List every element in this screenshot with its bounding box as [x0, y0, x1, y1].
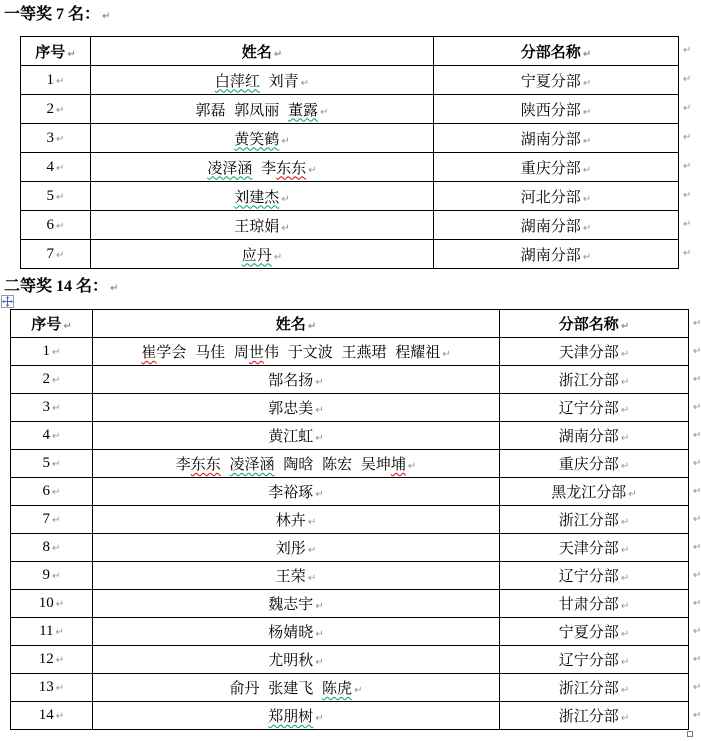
- end-of-row-mark: ↵: [693, 373, 701, 385]
- column-header[interactable]: 姓名 ↵: [93, 310, 500, 338]
- end-of-cell-mark: ↵: [315, 433, 324, 444]
- end-of-cell-mark: ↵: [582, 48, 592, 60]
- end-of-cell-mark: ↵: [582, 251, 592, 263]
- end-of-cell-mark: ↵: [620, 685, 630, 696]
- cell-names[interactable]: [93, 674, 500, 702]
- end-of-cell-mark: ↵: [315, 713, 324, 724]
- end-of-cell-mark: ↵: [307, 545, 317, 556]
- cell-seq[interactable]: 4 ↵: [21, 153, 91, 182]
- end-of-cell-mark: ↵: [620, 461, 630, 472]
- cell-names[interactable]: [93, 422, 500, 450]
- cell-names[interactable]: [93, 646, 500, 674]
- end-of-cell-mark: ↵: [582, 106, 592, 118]
- end-of-cell-mark: ↵: [56, 75, 65, 87]
- end-of-row-mark: ↵: [693, 457, 701, 469]
- first-prize-table-block: [20, 36, 692, 269]
- end-of-cell-mark: ↵: [620, 517, 630, 528]
- end-of-cell-mark: ↵: [56, 249, 65, 261]
- end-of-row-mark: ↵: [693, 681, 701, 693]
- cell-branch[interactable]: 重庆分部 ↵: [500, 450, 689, 478]
- prize-heading-first[interactable]: [4, 4, 692, 28]
- end-of-cell-mark: ↵: [56, 220, 65, 232]
- cell-names[interactable]: [91, 182, 434, 211]
- end-of-cell-mark: ↵: [52, 459, 61, 470]
- column-header[interactable]: 序号 ↵: [21, 37, 91, 66]
- person-name: 王琼娟: [234, 218, 280, 235]
- heading-count: 14: [56, 278, 73, 295]
- person-name: 郑朋树: [268, 709, 314, 725]
- person-name: 杨婧晓: [268, 625, 314, 641]
- cell-seq[interactable]: 3 ↵: [11, 394, 93, 422]
- end-of-row-mark: ↵: [693, 653, 701, 665]
- cell-seq[interactable]: 13 ↵: [11, 674, 93, 702]
- end-of-cell-mark: ↵: [56, 104, 65, 116]
- cell-branch[interactable]: 湖南分部 ↵: [434, 240, 679, 269]
- end-of-cell-mark: ↵: [55, 711, 65, 722]
- second-prize-table-block: [10, 309, 701, 730]
- end-of-row-mark: ↵: [693, 709, 701, 721]
- cell-seq[interactable]: 7 ↵: [21, 240, 91, 269]
- paragraph-mark: ↵: [110, 283, 119, 294]
- end-of-cell-mark: ↵: [55, 599, 65, 610]
- end-of-row-mark: ↵: [693, 401, 701, 413]
- table-row: [11, 450, 689, 478]
- table-row: [21, 211, 679, 240]
- end-of-row-mark: ↵: [693, 541, 701, 553]
- end-of-cell-mark: ↵: [55, 627, 64, 638]
- cell-seq[interactable]: 2 ↵: [21, 95, 91, 124]
- end-of-cell-mark: ↵: [56, 191, 65, 203]
- cell-seq[interactable]: 6 ↵: [11, 478, 93, 506]
- cell-names[interactable]: [93, 450, 500, 478]
- cell-seq[interactable]: 1 ↵: [21, 66, 91, 95]
- person-name: 黄江虹: [268, 429, 314, 445]
- end-of-cell-mark: ↵: [300, 77, 310, 89]
- table-row: [21, 124, 679, 153]
- end-of-cell-mark: ↵: [281, 222, 290, 234]
- cell-names[interactable]: [93, 338, 500, 366]
- end-of-cell-mark: ↵: [281, 135, 290, 147]
- prize-heading-second[interactable]: [4, 276, 692, 300]
- end-of-cell-mark: ↵: [582, 77, 592, 89]
- cell-names[interactable]: [91, 66, 434, 95]
- person-name: [221, 457, 230, 473]
- end-of-cell-mark: ↵: [315, 377, 324, 388]
- person-name: 世: [248, 345, 264, 361]
- end-of-row-mark: ↵: [683, 132, 692, 143]
- cell-names[interactable]: [93, 618, 500, 646]
- table-move-handle[interactable]: [1, 295, 14, 308]
- cell-branch[interactable]: 浙江分部 ↵: [500, 506, 689, 534]
- table-row: [11, 366, 689, 394]
- heading-suffix: 名：: [76, 278, 109, 295]
- cell-names[interactable]: [91, 240, 434, 269]
- end-of-cell-mark: ↵: [315, 657, 324, 668]
- person-name: 应丹: [241, 247, 272, 264]
- cell-seq[interactable]: 5 ↵: [21, 182, 91, 211]
- end-of-cell-mark: ↵: [620, 433, 630, 444]
- cell-branch[interactable]: 陕西分部 ↵: [434, 95, 679, 124]
- end-of-cell-mark: ↵: [308, 164, 317, 176]
- cell-seq[interactable]: 11 ↵: [11, 618, 93, 646]
- table-1-wrap: [20, 36, 692, 269]
- table-row: [11, 422, 689, 450]
- end-of-cell-mark: ↵: [52, 543, 61, 554]
- end-of-cell-mark: ↵: [52, 571, 61, 582]
- end-of-cell-mark: ↵: [307, 573, 317, 584]
- person-name: 李: [252, 160, 277, 177]
- person-name: 李: [175, 457, 191, 473]
- end-of-cell-mark: ↵: [620, 377, 630, 388]
- end-of-cell-mark: ↵: [307, 517, 317, 528]
- table-header-row: [11, 310, 689, 338]
- person-name: 董露: [288, 102, 319, 119]
- end-of-cell-mark: ↵: [273, 251, 283, 263]
- end-of-cell-mark: ↵: [315, 601, 324, 612]
- cell-branch[interactable]: 甘肃分部 ↵: [500, 590, 689, 618]
- cell-branch[interactable]: 重庆分部 ↵: [434, 153, 679, 182]
- cell-seq[interactable]: 2 ↵: [11, 366, 93, 394]
- table-row: [21, 153, 679, 182]
- end-of-cell-mark: ↵: [582, 164, 592, 176]
- end-of-row-mark: ↵: [683, 45, 692, 56]
- end-of-cell-mark: ↵: [52, 375, 61, 386]
- cell-seq[interactable]: 1 ↵: [11, 338, 93, 366]
- person-name: 李裕琢: [268, 485, 314, 501]
- end-of-cell-mark: ↵: [315, 405, 324, 416]
- table-row: [11, 646, 689, 674]
- cell-branch[interactable]: 浙江分部 ↵: [500, 702, 689, 730]
- cell-seq[interactable]: 5 ↵: [11, 450, 93, 478]
- move-arrows-icon: [2, 296, 13, 307]
- cell-branch[interactable]: 湖南分部 ↵: [434, 211, 679, 240]
- person-name: 刘青: [259, 73, 299, 90]
- end-of-row-mark: ↵: [693, 597, 701, 609]
- end-of-cell-mark: ↵: [52, 431, 61, 442]
- end-of-cell-mark: ↵: [354, 685, 363, 696]
- table-row: [21, 240, 679, 269]
- end-of-cell-mark: ↵: [63, 321, 72, 332]
- end-of-row-mark: ↵: [693, 317, 701, 329]
- end-of-cell-mark: ↵: [620, 321, 630, 332]
- table-row: [11, 674, 689, 702]
- end-of-row-mark: ↵: [693, 485, 701, 497]
- table-row: [21, 182, 679, 211]
- cell-branch[interactable]: 浙江分部 ↵: [500, 674, 689, 702]
- cell-branch[interactable]: 黑龙江分部 ↵: [500, 478, 689, 506]
- end-of-row-mark: ↵: [683, 248, 692, 259]
- cell-names[interactable]: [91, 95, 434, 124]
- cell-names[interactable]: [93, 366, 500, 394]
- cell-seq[interactable]: 8 ↵: [11, 534, 93, 562]
- cell-names[interactable]: [93, 562, 500, 590]
- cell-seq[interactable]: 10 ↵: [11, 590, 93, 618]
- end-of-cell-mark: ↵: [620, 405, 630, 416]
- end-of-cell-mark: ↵: [67, 48, 76, 60]
- cell-names[interactable]: [93, 702, 500, 730]
- table-header-row: [21, 37, 679, 66]
- cell-branch[interactable]: 天津分部 ↵: [500, 534, 689, 562]
- table-row: [11, 506, 689, 534]
- end-of-cell-mark: ↵: [315, 629, 324, 640]
- cell-names[interactable]: [93, 394, 500, 422]
- person-name: 东东: [190, 457, 221, 473]
- end-of-cell-mark: ↵: [55, 683, 65, 694]
- person-name: 凌泽涵: [207, 160, 253, 177]
- cell-seq[interactable]: 7 ↵: [11, 506, 93, 534]
- cell-seq[interactable]: 12 ↵: [11, 646, 93, 674]
- cell-names[interactable]: [93, 478, 500, 506]
- table-row: [11, 590, 689, 618]
- end-of-row-mark: ↵: [693, 513, 701, 525]
- cell-seq[interactable]: 4 ↵: [11, 422, 93, 450]
- end-of-cell-mark: ↵: [56, 133, 65, 145]
- cell-names[interactable]: [91, 211, 434, 240]
- person-name: 伟 于文波 王燕珺 程耀祖: [263, 345, 441, 361]
- end-of-cell-mark: ↵: [52, 403, 61, 414]
- cell-branch[interactable]: 河北分部 ↵: [434, 182, 679, 211]
- cell-names[interactable]: [93, 590, 500, 618]
- cell-branch[interactable]: 宁夏分部 ↵: [434, 66, 679, 95]
- person-name: 埔: [390, 457, 406, 473]
- person-name: 陶晗 陈宏 吴坤: [274, 457, 391, 473]
- cell-branch[interactable]: 辽宁分部 ↵: [500, 646, 689, 674]
- column-header[interactable]: 分部名称 ↵: [500, 310, 689, 338]
- cell-branch[interactable]: 宁夏分部 ↵: [500, 618, 689, 646]
- end-of-cell-mark: ↵: [407, 461, 417, 472]
- person-name: 陈虎: [322, 681, 353, 697]
- end-of-row-mark: ↵: [693, 429, 701, 441]
- cell-names[interactable]: [93, 506, 500, 534]
- person-name: 魏志宇: [268, 597, 314, 613]
- end-of-row-mark: ↵: [683, 190, 692, 201]
- end-of-row-mark: ↵: [683, 74, 692, 85]
- end-of-row-mark: ↵: [683, 219, 692, 230]
- person-name: 俞丹 张建飞: [229, 681, 323, 697]
- person-name: 郭忠美: [268, 401, 314, 417]
- table-row: [21, 66, 679, 95]
- person-name: 尤明秋: [268, 653, 314, 669]
- person-name: 刘建杰: [234, 189, 280, 206]
- end-of-cell-mark: ↵: [582, 135, 592, 147]
- end-of-cell-mark: ↵: [52, 515, 61, 526]
- cell-branch[interactable]: 湖南分部 ↵: [434, 124, 679, 153]
- cell-branch[interactable]: 辽宁分部 ↵: [500, 562, 689, 590]
- person-name: 学会 马佳 周: [156, 345, 249, 361]
- table-row: [11, 562, 689, 590]
- person-name: 东东: [276, 160, 307, 177]
- end-of-row-mark: ↵: [693, 345, 701, 357]
- end-of-cell-mark: ↵: [620, 349, 630, 360]
- cell-seq[interactable]: 14 ↵: [11, 702, 93, 730]
- table-resize-handle[interactable]: [687, 731, 693, 737]
- second-prize-table: [10, 309, 689, 730]
- cell-names[interactable]: [91, 153, 434, 182]
- cell-branch[interactable]: 天津分部 ↵: [500, 338, 689, 366]
- end-of-cell-mark: ↵: [281, 193, 290, 205]
- person-name: 崔: [141, 345, 157, 361]
- end-of-cell-mark: ↵: [620, 629, 630, 640]
- heading-count: 7: [56, 6, 65, 23]
- table-2-wrap: [10, 309, 701, 730]
- person-name: 刘彤: [275, 541, 306, 557]
- table-row: [11, 702, 689, 730]
- end-of-row-mark: ↵: [693, 569, 701, 581]
- end-of-cell-mark: ↵: [620, 545, 630, 556]
- end-of-cell-mark: ↵: [52, 347, 61, 358]
- end-of-cell-mark: ↵: [620, 601, 630, 612]
- cell-names[interactable]: [91, 124, 434, 153]
- table-row: [11, 534, 689, 562]
- person-name: 郜名扬: [268, 373, 314, 389]
- heading-prefix: 一等奖: [4, 6, 53, 23]
- table-row: [11, 478, 689, 506]
- end-of-cell-mark: ↵: [320, 106, 329, 118]
- end-of-cell-mark: ↵: [442, 349, 451, 360]
- heading-prefix: 二等奖: [4, 278, 53, 295]
- person-name: 凌泽涵: [229, 457, 275, 473]
- first-prize-table: [20, 36, 679, 269]
- person-name: 林卉: [275, 513, 306, 529]
- end-of-cell-mark: ↵: [52, 487, 61, 498]
- cell-branch[interactable]: 湖南分部 ↵: [500, 422, 689, 450]
- end-of-cell-mark: ↵: [582, 222, 592, 234]
- end-of-cell-mark: ↵: [620, 713, 630, 724]
- table-row: [21, 95, 679, 124]
- cell-seq[interactable]: 9 ↵: [11, 562, 93, 590]
- row-end-marks: [693, 309, 701, 729]
- end-of-cell-mark: ↵: [307, 321, 317, 332]
- end-of-cell-mark: ↵: [315, 489, 324, 500]
- table-row: [11, 338, 689, 366]
- person-name: 郭磊 郭凤丽: [195, 102, 289, 119]
- heading-suffix: 名：: [68, 6, 101, 23]
- end-of-row-mark: ↵: [683, 161, 692, 172]
- end-of-cell-mark: ↵: [56, 162, 65, 174]
- end-of-cell-mark: ↵: [620, 573, 630, 584]
- table-row: [11, 618, 689, 646]
- person-name: 白萍红: [214, 73, 260, 90]
- end-of-cell-mark: ↵: [582, 193, 592, 205]
- column-header[interactable]: 序号 ↵: [11, 310, 93, 338]
- end-of-cell-mark: ↵: [628, 489, 637, 500]
- end-of-cell-mark: ↵: [55, 655, 65, 666]
- paragraph-mark: ↵: [102, 11, 111, 22]
- column-header[interactable]: 姓名 ↵: [91, 37, 434, 66]
- end-of-cell-mark: ↵: [273, 48, 283, 60]
- table-row: [11, 394, 689, 422]
- end-of-cell-mark: ↵: [620, 657, 630, 668]
- cell-seq[interactable]: 6 ↵: [21, 211, 91, 240]
- column-header[interactable]: 分部名称 ↵: [434, 37, 679, 66]
- person-name: 王荣: [275, 569, 306, 585]
- cell-branch[interactable]: 浙江分部 ↵: [500, 366, 689, 394]
- row-end-marks: [683, 36, 691, 268]
- person-name: 黄笑鹤: [234, 131, 280, 148]
- end-of-row-mark: ↵: [683, 103, 692, 114]
- cell-names[interactable]: [93, 534, 500, 562]
- end-of-row-mark: ↵: [693, 625, 701, 637]
- cell-branch[interactable]: 辽宁分部 ↵: [500, 394, 689, 422]
- cell-seq[interactable]: 3 ↵: [21, 124, 91, 153]
